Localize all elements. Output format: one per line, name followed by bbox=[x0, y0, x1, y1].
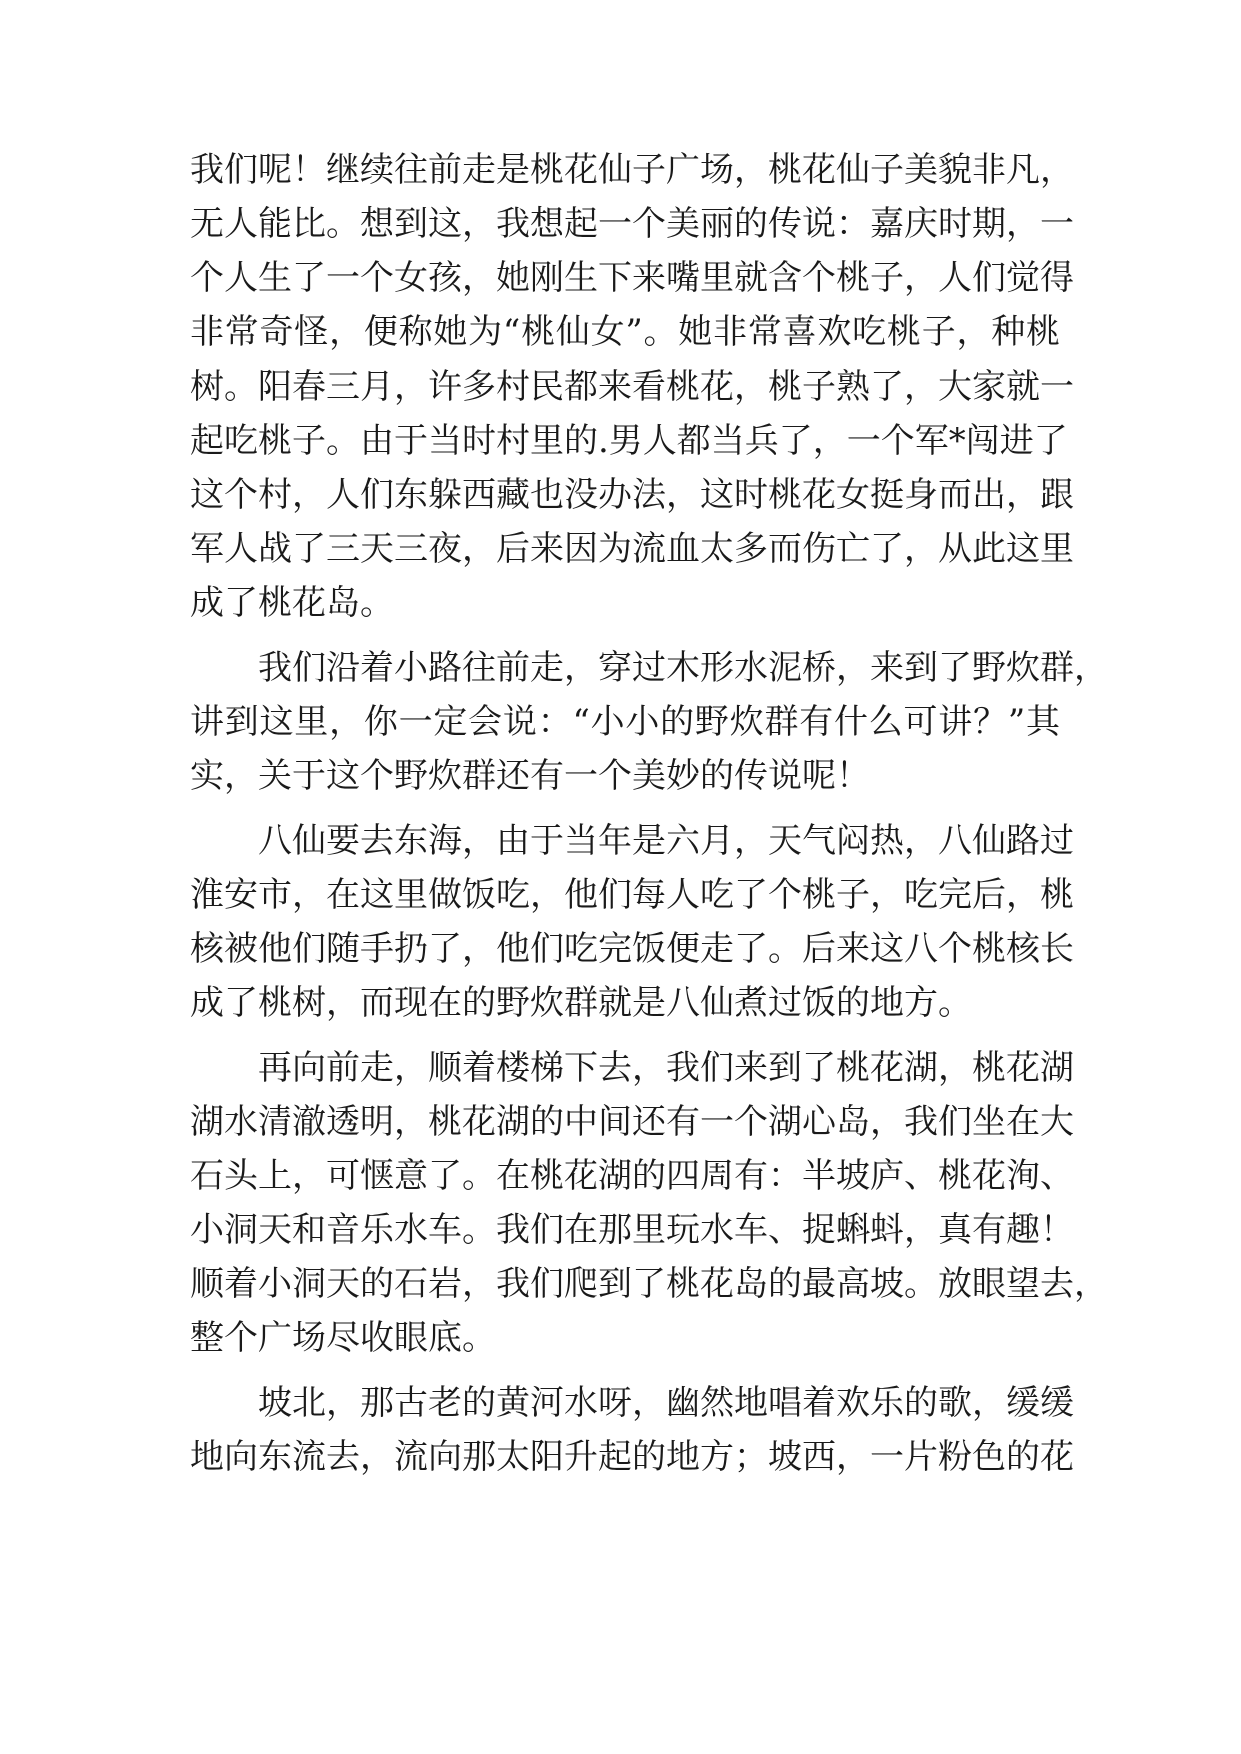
text-line: 顺着小洞天的石岩，我们爬到了桃花岛的最高坡。放眼望去， bbox=[190, 1264, 1108, 1304]
document-page bbox=[190, 0, 1108, 1754]
text-line: 这个村，人们东躲西藏也没办法，这时桃花女挺身而出，跟 bbox=[190, 475, 1074, 515]
text-line: 成了桃花岛。 bbox=[190, 583, 394, 623]
text-line: 小洞天和音乐水车。我们在那里玩水车、捉蝌蚪，真有趣！ bbox=[190, 1210, 1074, 1250]
text-line: 个人生了一个女孩，她刚生下来嘴里就含个桃子，人们觉得 bbox=[190, 258, 1074, 298]
paragraph-first-line: 坡北，那古老的黄河水呀，幽然地唱着欢乐的歌，缓缓 bbox=[258, 1383, 1074, 1423]
text-line: 非常奇怪，便称她为“桃仙女”。她非常喜欢吃桃子，种桃 bbox=[190, 312, 1060, 352]
text-line: 地向东流去，流向那太阳升起的地方；坡西，一片粉色的花 bbox=[190, 1437, 1074, 1477]
text-line: 军人战了三天三夜，后来因为流血太多而伤亡了，从此这里 bbox=[190, 529, 1074, 569]
text-line: 石头上，可惬意了。在桃花湖的四周有：半坡庐、桃花洵、 bbox=[190, 1156, 1074, 1196]
paragraph-first-line: 再向前走，顺着楼梯下去，我们来到了桃花湖，桃花湖 bbox=[258, 1048, 1074, 1088]
paragraph-first-line: 我们沿着小路往前走，穿过木形水泥桥，来到了野炊群， bbox=[258, 648, 1108, 688]
text-line: 实，关于这个野炊群还有一个美妙的传说呢！ bbox=[190, 756, 870, 796]
text-line: 无人能比。想到这，我想起一个美丽的传说：嘉庆时期，一 bbox=[190, 204, 1074, 244]
text-line: 成了桃树，而现在的野炊群就是八仙煮过饭的地方。 bbox=[190, 983, 972, 1023]
text-line: 整个广场尽收眼底。 bbox=[190, 1318, 496, 1358]
text-line: 讲到这里，你一定会说：“小小的野炊群有什么可讲？”其 bbox=[190, 702, 1060, 742]
paragraph-first-line: 八仙要去东海，由于当年是六月，天气闷热，八仙路过 bbox=[258, 821, 1074, 861]
text-line: 湖水清澈透明，桃花湖的中间还有一个湖心岛，我们坐在大 bbox=[190, 1102, 1074, 1142]
text-line: 起吃桃子。由于当时村里的.男人都当兵了，一个军*闯进了 bbox=[190, 421, 1068, 461]
text-line: 淮安市，在这里做饭吃，他们每人吃了个桃子，吃完后，桃 bbox=[190, 875, 1074, 915]
text-line: 树。阳春三月，许多村民都来看桃花，桃子熟了，大家就一 bbox=[190, 367, 1074, 407]
text-line: 我们呢！继续往前走是桃花仙子广场，桃花仙子美貌非凡， bbox=[190, 150, 1074, 190]
text-line: 核被他们随手扔了，他们吃完饭便走了。后来这八个桃核长 bbox=[190, 929, 1074, 969]
